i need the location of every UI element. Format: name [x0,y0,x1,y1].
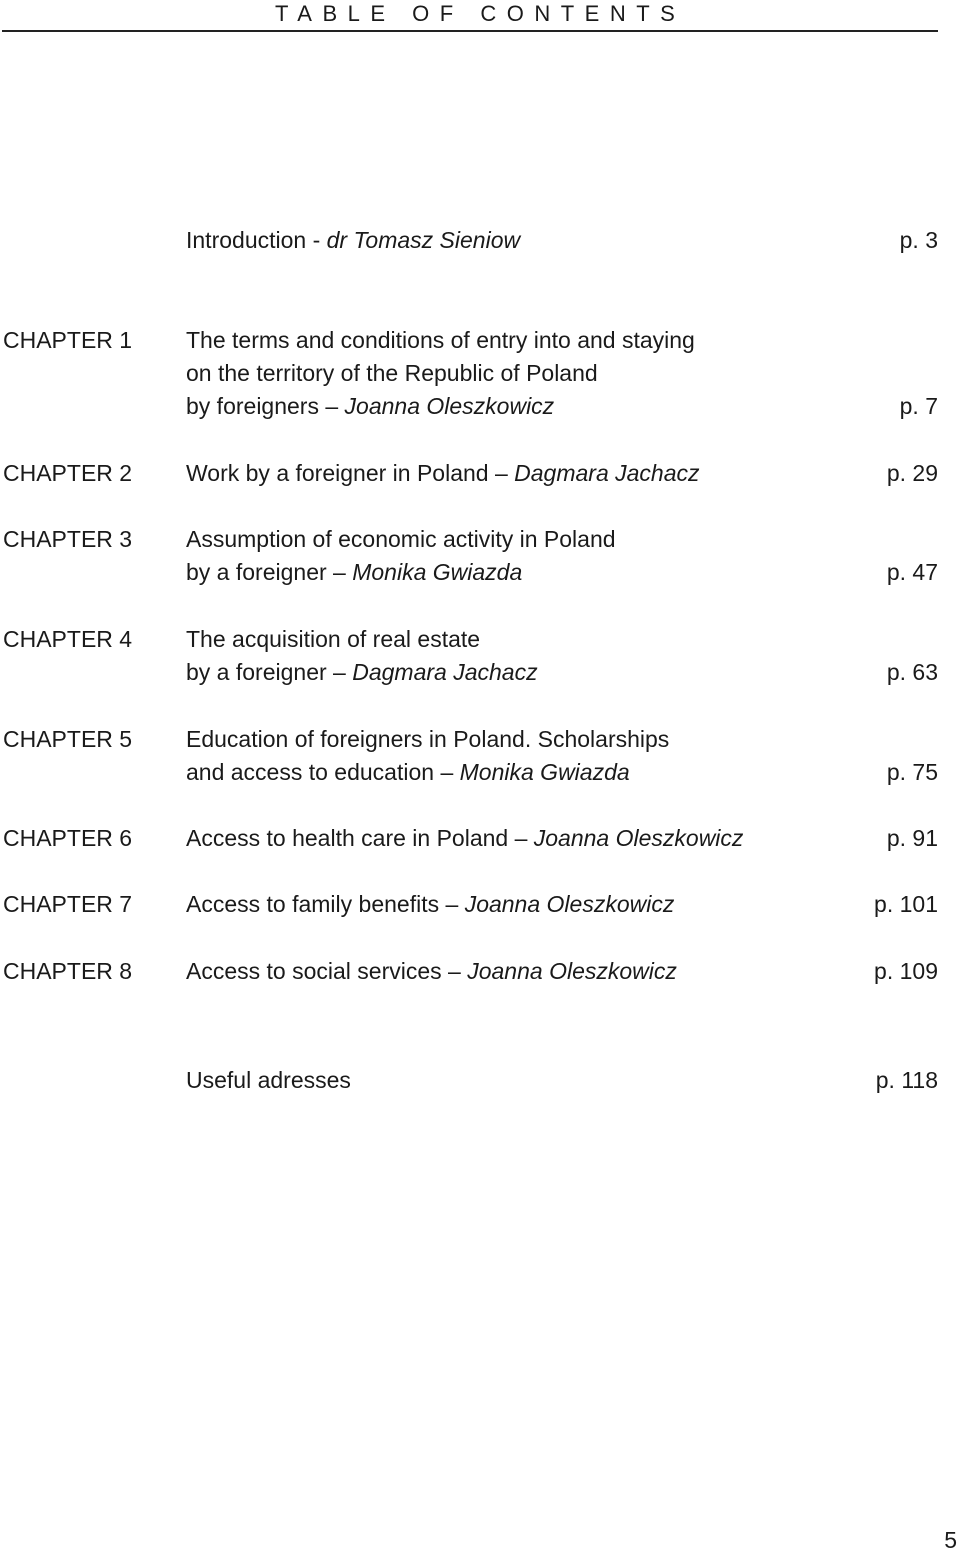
entry-title-line: by a foreigner – [186,659,353,685]
entry-title-line: by a foreigner – [186,559,353,585]
entry-author: dr Tomasz Sieniow [326,227,521,253]
entry-title [186,723,669,789]
page-number: 5 [944,1527,957,1553]
entry-page-ref: p. 75 [886,759,938,785]
entry-page-ref: p. 29 [886,460,938,486]
chapter-label: CHAPTER 1 [3,327,133,353]
entry-title [186,623,538,689]
entry-author: Monika Gwiazda [352,559,523,585]
entry-page-ref: p. 47 [886,559,938,585]
entry-author: Joanna Oleszkowicz [467,958,677,984]
entry-author: Monika Gwiazda [459,759,630,785]
entry-title-line: Access to health care in Poland – [186,825,534,851]
entry-title-line: The acquisition of real estate [186,626,481,652]
entry-title-line: Work by a foreigner in Poland – [186,460,515,486]
entry-author: Joanna Oleszkowicz [344,393,555,419]
entry-page-ref: p. 118 [875,1067,938,1093]
page-title: TABLE OF CONTENTS [275,1,686,26]
entry-page-ref: p. 91 [886,825,938,851]
entry-page-ref: p. 101 [874,891,938,917]
chapter-label: CHAPTER 6 [3,825,133,851]
chapter-label: CHAPTER 7 [3,891,133,917]
entry-title [186,822,743,855]
entry-page-ref: p. 109 [874,958,938,984]
entry-author: Joanna Oleszkowicz [464,891,675,917]
chapter-label: CHAPTER 3 [3,526,133,552]
entry-title-text: Useful adresses [186,1067,351,1093]
entry-author: Dagmara Jachacz [514,460,700,486]
entry-title-line: and access to education – [186,759,460,785]
entry-title [186,457,700,490]
entry-author: Joanna Oleszkowicz [533,825,744,851]
entry-title [186,1064,351,1097]
entry-title [186,224,520,257]
header-divider [2,30,938,32]
entry-title [186,523,616,589]
chapter-label: CHAPTER 5 [3,726,133,752]
entry-title-line: Assumption of economic activity in Poland [186,526,616,552]
entry-title-line: The terms and conditions of entry into and staying [186,327,695,353]
entry-title-line: on the territory of the Republic of Poland [186,360,598,386]
entry-title-line: by foreigners – [186,393,345,419]
entry-title [186,955,677,988]
entry-title-line: Access to social services – [186,958,468,984]
entry-title-line: Access to family benefits – [186,891,465,917]
entry-page-ref: p. 63 [886,659,938,685]
entry-title [186,888,674,921]
entry-author: Dagmara Jachacz [352,659,538,685]
entry-page-ref: p. 3 [899,227,938,253]
entry-title [186,324,695,423]
chapter-label: CHAPTER 4 [3,626,133,652]
entry-page-ref: p. 7 [899,393,938,419]
chapter-label: CHAPTER 2 [3,460,133,486]
chapter-label: CHAPTER 8 [3,958,133,984]
entry-title-text: Introduction - [186,227,327,253]
entry-title-line: Education of foreigners in Poland. Scholarships [186,726,670,752]
